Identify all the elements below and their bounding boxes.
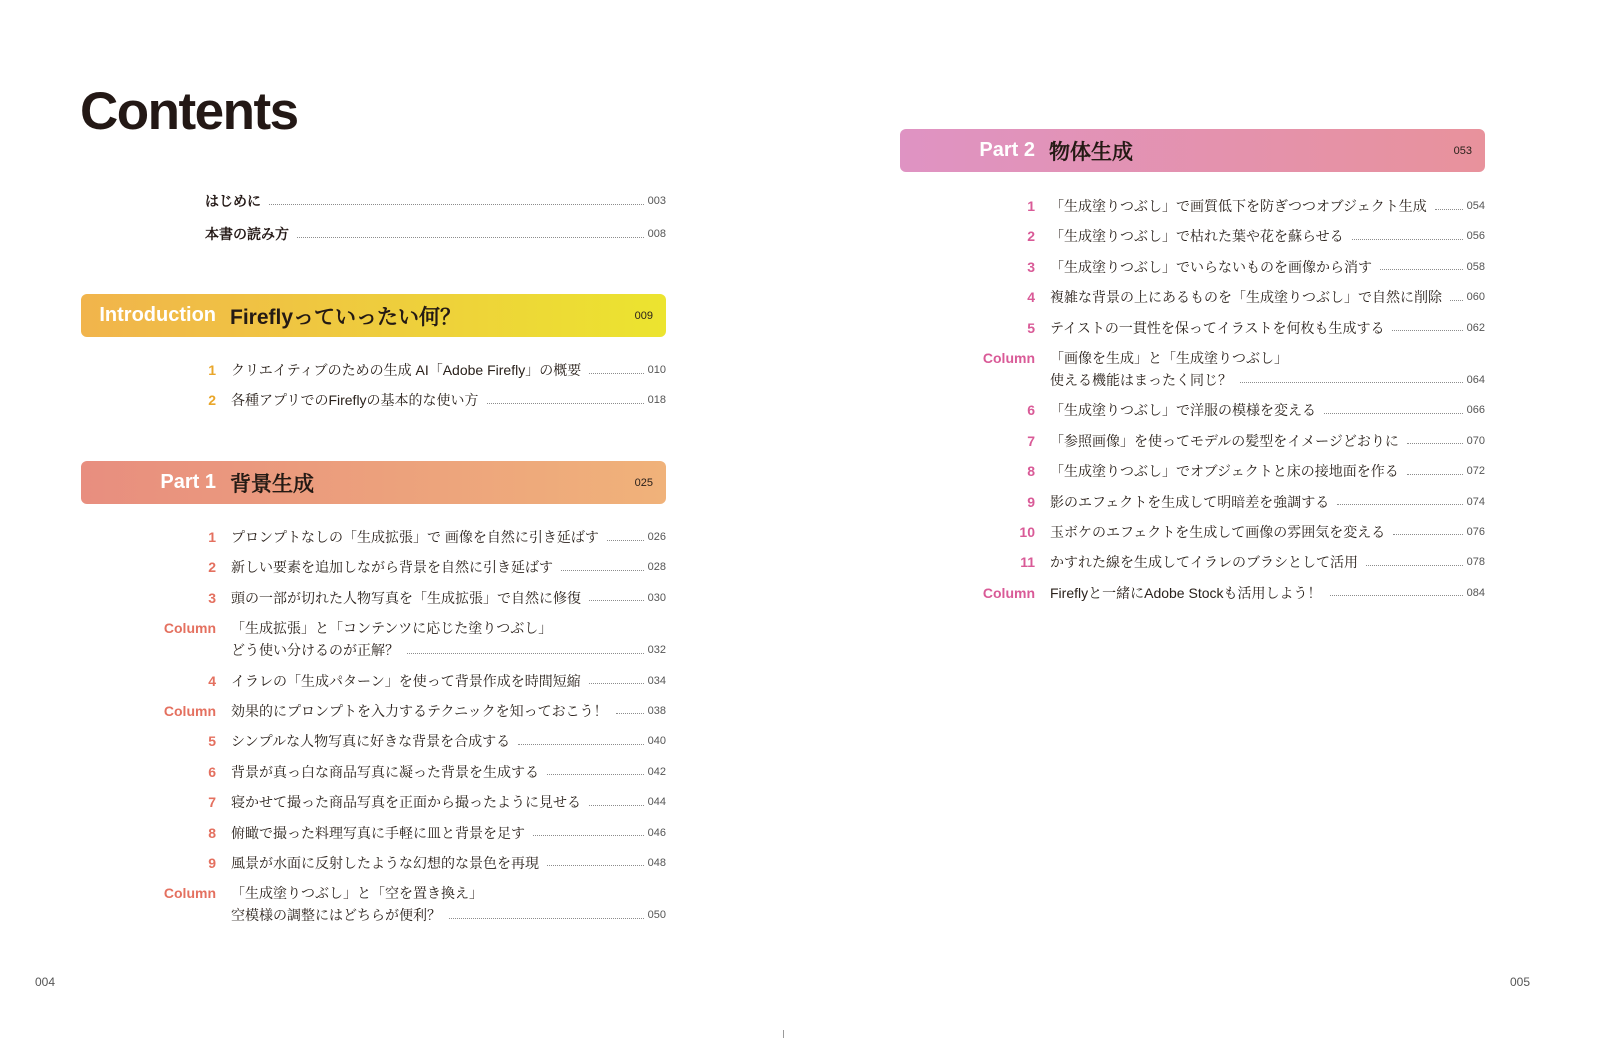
dot-leader [449,918,644,919]
entry-title: クリエイティブのための生成 AI「Adobe Firefly」の概要 [231,362,582,378]
entry-page: 050 [647,909,666,922]
entry-title-line2: 使える機能はまったく同じ？ [1050,371,1232,388]
dot-leader [1324,413,1463,414]
toc-entry [140,791,666,813]
entry-title: イラレの「生成パターン」を使って背景作成を時間短縮 [231,672,581,689]
entry-title: シンプルな人物写真に好きな背景を合成する [231,733,511,750]
section-heading: 背景生成 [230,472,314,496]
toc-entry [140,852,666,874]
dot-leader [1393,534,1462,535]
toc-entry [959,399,1485,421]
entry-number: 1 [1027,198,1035,214]
toc-entry [959,491,1485,513]
entry-title: 「生成塗りつぶし」でいらないものを画像から消す [1050,258,1372,275]
dot-leader [1330,595,1463,596]
entry-page: 062 [1466,321,1485,334]
entry-title: 「生成塗りつぶし」で洋服の模様を変える [1050,402,1316,419]
entry-page: 076 [1466,525,1485,538]
entry-title: かすれた線を生成してイラレのブラシとして活用 [1050,554,1358,571]
entry-title: 「参照画像」を使ってモデルの髪型をイメージどおりに [1050,432,1399,449]
entry-number: 2 [208,392,216,409]
entry-number: 11 [1020,554,1035,571]
front-entry-intro [205,190,666,212]
entry-title: 頭の一部が切れた人物写真を「生成拡張」で自然に修復 [231,589,581,606]
page-title: Contents [80,82,298,141]
entry-page: 038 [647,704,666,717]
dot-leader [1380,269,1463,270]
toc-entry [959,317,1485,339]
toc-entry [959,521,1485,543]
entry-title: 新しい要素を追加しながら背景を自然に引き延ばす [231,559,553,576]
entry-page: 078 [1466,556,1485,569]
entry-title: 玉ボケのエフェクトを生成して画像の雰囲気を変える [1050,523,1386,540]
part2-list [959,195,1485,612]
entry-number: 9 [208,854,216,871]
entry-number: 7 [208,794,216,811]
toc-entry [959,286,1485,308]
entry-page: 040 [647,735,666,748]
section-tag: Introduction [99,304,216,326]
entry-page: 034 [647,674,666,687]
column-label: Column [982,349,1035,366]
toc-entry [959,256,1485,278]
entry-page: 058 [1466,260,1485,273]
dot-leader [518,744,644,745]
entry-page: 010 [647,364,666,376]
part1-list [140,526,666,935]
toc-entry [959,225,1485,247]
entry-title: はじめに [205,193,261,209]
toc-entry [140,761,666,783]
dot-leader [1352,239,1463,240]
entry-number: 6 [208,763,216,780]
toc-entry [140,730,666,752]
toc-entry [959,460,1485,482]
entry-number: 4 [1027,289,1035,306]
entry-number: 5 [208,733,216,750]
entry-number: 2 [1027,228,1035,245]
toc-column-entry [140,882,666,926]
section-page: 009 [634,309,653,322]
dot-leader [1407,474,1463,475]
entry-page: 044 [647,796,666,809]
entry-page: 046 [647,826,666,839]
section-page: 025 [634,476,653,489]
entry-page: 026 [647,531,666,543]
column-label: Column [163,620,216,637]
introduction-banner [81,294,666,337]
entry-title: テイストの一貫性を保ってイラストを何枚も生成する [1050,319,1385,336]
part1-banner [81,461,666,504]
dot-leader [589,683,644,684]
page-number-right: 005 [1510,975,1531,989]
dot-leader [561,570,644,571]
toc-entry [140,822,666,844]
entry-title-line1: 「画像を生成」と「生成塗りつぶし」 [1050,349,1288,366]
entry-page: 048 [647,856,666,869]
entry-title-line2: 空模様の調整にはどちらが便利？ [231,907,441,924]
entry-title: 「生成塗りつぶし」で画質低下を防ぎつつオブジェクト生成 [1050,198,1427,214]
dot-leader [533,835,644,836]
entry-page: 054 [1466,200,1485,212]
section-tag: Part 1 [160,471,216,493]
entry-title: 影のエフェクトを生成して明暗差を強調する [1050,493,1330,510]
dot-leader [487,403,644,404]
toc-entry [140,670,666,692]
entry-page: 042 [647,765,666,778]
dot-leader [547,865,644,866]
entry-title: Fireflyと一緒にAdobe Stockも活用しよう！ [1050,584,1322,601]
dot-leader [607,540,644,541]
dot-leader [616,713,644,714]
section-heading: Fireflyっていったい何？ [230,305,462,329]
entry-number: 8 [208,824,216,841]
entry-page: 003 [647,195,666,207]
entry-number: 5 [1027,319,1035,336]
entry-number: 2 [208,559,216,576]
column-label: Column [982,584,1035,601]
entry-number: 1 [208,362,216,378]
entry-title: 「生成塗りつぶし」で枯れた葉や花を蘇らせる [1050,228,1344,245]
dot-leader [297,237,644,238]
entry-title: 背景が真っ白な商品写真に凝った背景を生成する [231,763,539,780]
dot-leader [1435,209,1463,210]
entry-page: 070 [1466,434,1485,447]
column-label: Column [163,885,216,902]
gutter-mark [783,1030,784,1038]
page-number-left: 004 [35,975,56,989]
entry-number: 6 [1027,402,1035,419]
dot-leader [589,805,644,806]
dot-leader [269,204,644,205]
dot-leader [407,653,644,654]
entry-title: 「生成塗りつぶし」でオブジェクトと床の接地面を作る [1050,463,1399,480]
front-entry-howto [205,223,666,245]
entry-title: 各種アプリでのFireflyの基本的な使い方 [231,392,479,409]
toc-entry [140,359,666,381]
entry-number: 8 [1027,463,1035,480]
entry-page: 084 [1466,586,1485,599]
entry-number: 3 [1027,258,1035,275]
entry-page: 030 [647,591,666,604]
entry-number: 7 [1027,432,1035,449]
front-matter-list [205,190,666,256]
part2-banner [900,129,1485,172]
dot-leader [1366,565,1463,566]
entry-number: 9 [1027,493,1035,510]
toc-entry [959,430,1485,452]
toc-column-entry [959,347,1485,391]
entry-title: 本書の読み方 [205,226,289,242]
section-page: 053 [1453,144,1472,157]
entry-page: 018 [647,394,666,407]
dot-leader [1407,443,1463,444]
dot-leader [1240,382,1463,383]
dot-leader [589,373,643,374]
entry-number: 10 [1019,523,1035,540]
toc-entry [140,526,666,548]
toc-entry [140,389,666,411]
entry-page: 074 [1466,495,1485,508]
entry-page: 008 [647,228,666,240]
toc-entry [959,195,1485,217]
entry-page: 060 [1466,291,1485,304]
entry-number: 4 [208,672,216,689]
toc-column-entry [140,617,666,661]
entry-number: 3 [208,589,216,606]
toc-entry [959,551,1485,573]
toc-entry [140,587,666,609]
section-heading: 物体生成 [1049,140,1133,164]
introduction-list [140,359,666,420]
dot-leader [1392,330,1462,331]
section-tag: Part 2 [979,139,1035,161]
entry-title: 俯瞰で撮った料理写真に手軽に皿と背景を足す [231,824,525,841]
entry-page: 028 [647,561,666,574]
entry-page: 032 [647,644,666,657]
dot-leader [1337,504,1462,505]
column-label: Column [163,702,216,719]
entry-page: 066 [1466,404,1485,417]
entry-title: 寝かせて撮った商品写真を正面から撮ったように見せる [231,794,581,811]
entry-title: 複雑な背景の上にあるものを「生成塗りつぶし」で自然に削除 [1050,289,1442,306]
entry-title-line2: どう使い分けるのが正解？ [231,642,399,659]
toc-column-entry [959,582,1485,604]
entry-page: 064 [1466,373,1485,386]
entry-title: 効果的にプロンプトを入力するテクニックを知っておこう！ [231,702,608,719]
dot-leader [547,774,644,775]
entry-title-line1: 「生成拡張」と「コンテンツに応じた塗りつぶし」 [231,620,553,637]
toc-entry [140,556,666,578]
entry-title: 風景が水面に反射したような幻想的な景色を再現 [231,854,539,871]
entry-title-line1: 「生成塗りつぶし」と「空を置き換え」 [231,885,483,902]
entry-number: 1 [208,529,216,545]
entry-page: 072 [1466,465,1485,478]
entry-page: 056 [1466,230,1485,243]
dot-leader [1450,300,1463,301]
entry-title: プロンプトなしの「生成拡張」で 画像を自然に引き延ばす [231,529,599,545]
dot-leader [589,600,644,601]
toc-column-entry [140,700,666,722]
